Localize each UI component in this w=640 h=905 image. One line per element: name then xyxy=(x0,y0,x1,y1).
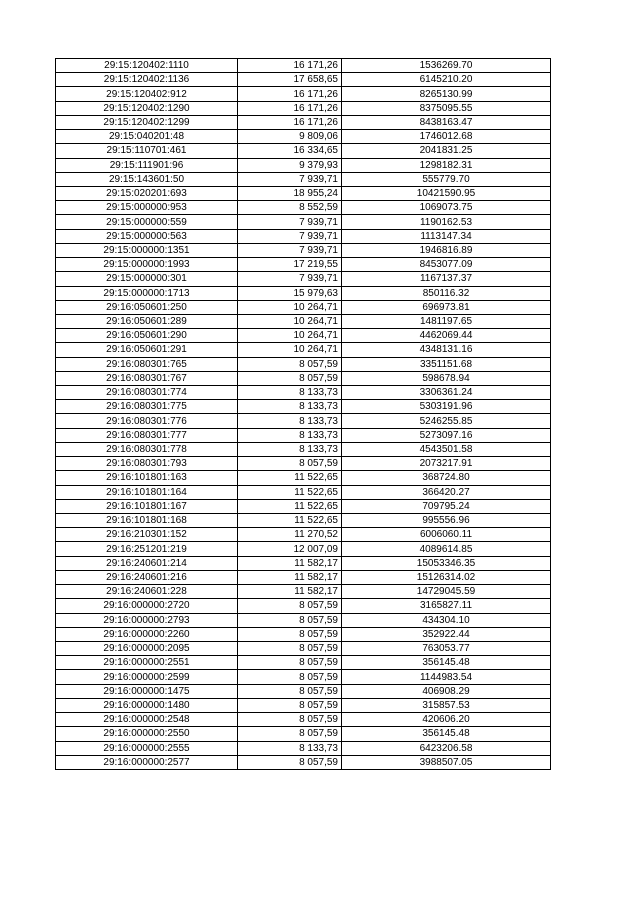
cadastral-number-cell: 29:15:000000:559 xyxy=(56,215,238,229)
value-cell: 850116.32 xyxy=(342,286,551,300)
cadastral-number-cell: 29:16:080301:793 xyxy=(56,457,238,471)
table-row xyxy=(56,314,551,328)
table-row xyxy=(56,741,551,755)
value-cell: 14729045.59 xyxy=(342,585,551,599)
value-cell: 1069073.75 xyxy=(342,201,551,215)
rate-cell: 18 955,24 xyxy=(238,186,342,200)
value-cell: 1746012.68 xyxy=(342,130,551,144)
value-cell: 1167137.37 xyxy=(342,272,551,286)
rate-cell: 11 522,65 xyxy=(238,499,342,513)
rate-cell: 11 582,17 xyxy=(238,570,342,584)
value-cell: 15126314.02 xyxy=(342,570,551,584)
cadastral-number-cell: 29:16:080301:777 xyxy=(56,428,238,442)
cadastral-number-cell: 29:16:240601:214 xyxy=(56,556,238,570)
table-row xyxy=(56,343,551,357)
cadastral-number-cell: 29:16:050601:290 xyxy=(56,329,238,343)
value-cell: 356145.48 xyxy=(342,656,551,670)
rate-cell: 7 939,71 xyxy=(238,215,342,229)
cadastral-number-cell: 29:16:050601:250 xyxy=(56,300,238,314)
table-row xyxy=(56,172,551,186)
cadastral-number-cell: 29:15:143601:50 xyxy=(56,172,238,186)
value-cell: 3165827.11 xyxy=(342,599,551,613)
rate-cell: 9 809,06 xyxy=(238,130,342,144)
value-cell: 406908.29 xyxy=(342,684,551,698)
rate-cell: 16 171,26 xyxy=(238,101,342,115)
value-cell: 2073217.91 xyxy=(342,457,551,471)
rate-cell: 8 057,59 xyxy=(238,713,342,727)
rate-cell: 8 133,73 xyxy=(238,386,342,400)
table-row xyxy=(56,371,551,385)
value-cell: 8265130.99 xyxy=(342,87,551,101)
rate-cell: 8 133,73 xyxy=(238,414,342,428)
rate-cell: 8 057,59 xyxy=(238,599,342,613)
table-row xyxy=(56,272,551,286)
table-row xyxy=(56,514,551,528)
table-row xyxy=(56,201,551,215)
rate-cell: 8 133,73 xyxy=(238,741,342,755)
table-row xyxy=(56,400,551,414)
value-cell: 4543501.58 xyxy=(342,442,551,456)
cadastral-number-cell: 29:16:101801:164 xyxy=(56,485,238,499)
table-row xyxy=(56,386,551,400)
rate-cell: 8 057,59 xyxy=(238,755,342,769)
cadastral-number-cell: 29:15:000000:1351 xyxy=(56,243,238,257)
cadastral-number-cell: 29:15:120402:1290 xyxy=(56,101,238,115)
value-cell: 366420.27 xyxy=(342,485,551,499)
cadastral-number-cell: 29:16:240601:228 xyxy=(56,585,238,599)
rate-cell: 8 057,59 xyxy=(238,627,342,641)
cadastral-number-cell: 29:16:000000:1480 xyxy=(56,698,238,712)
table-row xyxy=(56,542,551,556)
rate-cell: 8 057,59 xyxy=(238,357,342,371)
value-cell: 2041831.25 xyxy=(342,144,551,158)
rate-cell: 8 057,59 xyxy=(238,684,342,698)
table-row xyxy=(56,556,551,570)
rate-cell: 11 522,65 xyxy=(238,471,342,485)
table-row xyxy=(56,485,551,499)
table-row xyxy=(56,641,551,655)
rate-cell: 12 007,09 xyxy=(238,542,342,556)
value-cell: 1481197.65 xyxy=(342,314,551,328)
cadastral-number-cell: 29:16:080301:765 xyxy=(56,357,238,371)
value-cell: 8438163.47 xyxy=(342,115,551,129)
table-row xyxy=(56,570,551,584)
cadastral-number-cell: 29:16:000000:2793 xyxy=(56,613,238,627)
cadastral-number-cell: 29:15:000000:1713 xyxy=(56,286,238,300)
table-row xyxy=(56,130,551,144)
cadastral-number-cell: 29:16:000000:1475 xyxy=(56,684,238,698)
table-row xyxy=(56,528,551,542)
cadastral-number-cell: 29:16:050601:291 xyxy=(56,343,238,357)
rate-cell: 8 057,59 xyxy=(238,457,342,471)
table-row xyxy=(56,684,551,698)
rate-cell: 8 057,59 xyxy=(238,698,342,712)
rate-cell: 11 270,52 xyxy=(238,528,342,542)
cadastral-number-cell: 29:16:000000:2551 xyxy=(56,656,238,670)
value-cell: 598678.94 xyxy=(342,371,551,385)
cadastral-number-cell: 29:16:000000:2599 xyxy=(56,670,238,684)
rate-cell: 11 522,65 xyxy=(238,514,342,528)
value-cell: 5273097.16 xyxy=(342,428,551,442)
table-row xyxy=(56,87,551,101)
value-cell: 5303191.96 xyxy=(342,400,551,414)
cadastral-number-cell: 29:16:240601:216 xyxy=(56,570,238,584)
value-cell: 8453077.09 xyxy=(342,258,551,272)
value-cell: 8375095.55 xyxy=(342,101,551,115)
value-cell: 3351151.68 xyxy=(342,357,551,371)
value-cell: 763053.77 xyxy=(342,641,551,655)
rate-cell: 7 939,71 xyxy=(238,243,342,257)
cadastral-number-cell: 29:15:020201:693 xyxy=(56,186,238,200)
cadastral-number-cell: 29:16:000000:2548 xyxy=(56,713,238,727)
table-row xyxy=(56,627,551,641)
table-body xyxy=(56,59,551,770)
value-cell: 3988507.05 xyxy=(342,755,551,769)
rate-cell: 10 264,71 xyxy=(238,314,342,328)
table-row xyxy=(56,243,551,257)
value-cell: 15053346.35 xyxy=(342,556,551,570)
table-row xyxy=(56,229,551,243)
rate-cell: 15 979,63 xyxy=(238,286,342,300)
rate-cell: 10 264,71 xyxy=(238,343,342,357)
rate-cell: 8 057,59 xyxy=(238,727,342,741)
table-row xyxy=(56,656,551,670)
table-row xyxy=(56,414,551,428)
cadastral-number-cell: 29:16:080301:778 xyxy=(56,442,238,456)
value-cell: 4462069.44 xyxy=(342,329,551,343)
table-row xyxy=(56,186,551,200)
rate-cell: 8 133,73 xyxy=(238,428,342,442)
cadastral-number-cell: 29:16:000000:2555 xyxy=(56,741,238,755)
cadastral-number-cell: 29:15:120402:1110 xyxy=(56,59,238,73)
table-row xyxy=(56,144,551,158)
cadastral-number-cell: 29:16:000000:2577 xyxy=(56,755,238,769)
table-row xyxy=(56,585,551,599)
rate-cell: 10 264,71 xyxy=(238,300,342,314)
cadastral-number-cell: 29:16:000000:2260 xyxy=(56,627,238,641)
cadastral-number-cell: 29:16:000000:2720 xyxy=(56,599,238,613)
cadastral-number-cell: 29:15:040201:48 xyxy=(56,130,238,144)
cadastral-number-cell: 29:16:080301:767 xyxy=(56,371,238,385)
rate-cell: 9 379,93 xyxy=(238,158,342,172)
rate-cell: 16 334,65 xyxy=(238,144,342,158)
rate-cell: 7 939,71 xyxy=(238,272,342,286)
cadastral-number-cell: 29:16:050601:289 xyxy=(56,314,238,328)
value-cell: 6006060.11 xyxy=(342,528,551,542)
value-cell: 6145210.20 xyxy=(342,73,551,87)
cadastral-number-cell: 29:15:120402:912 xyxy=(56,87,238,101)
value-cell: 10421590.95 xyxy=(342,186,551,200)
cadastral-number-cell: 29:15:120402:1136 xyxy=(56,73,238,87)
table-row xyxy=(56,698,551,712)
rate-cell: 17 658,65 xyxy=(238,73,342,87)
cadastral-number-cell: 29:15:000000:563 xyxy=(56,229,238,243)
table-row xyxy=(56,755,551,769)
value-cell: 352922.44 xyxy=(342,627,551,641)
table-row xyxy=(56,258,551,272)
rate-cell: 17 219,55 xyxy=(238,258,342,272)
rate-cell: 11 522,65 xyxy=(238,485,342,499)
rate-cell: 11 582,17 xyxy=(238,585,342,599)
rate-cell: 8 057,59 xyxy=(238,670,342,684)
value-cell: 1113147.34 xyxy=(342,229,551,243)
value-cell: 3306361.24 xyxy=(342,386,551,400)
table-row xyxy=(56,599,551,613)
value-cell: 555779.70 xyxy=(342,172,551,186)
table-row xyxy=(56,300,551,314)
table-row xyxy=(56,727,551,741)
rate-cell: 8 057,59 xyxy=(238,613,342,627)
cadastral-number-cell: 29:16:000000:2550 xyxy=(56,727,238,741)
value-cell: 696973.81 xyxy=(342,300,551,314)
data-table xyxy=(55,58,551,770)
cadastral-number-cell: 29:16:080301:774 xyxy=(56,386,238,400)
table-row xyxy=(56,158,551,172)
value-cell: 356145.48 xyxy=(342,727,551,741)
cadastral-number-cell: 29:15:111901:96 xyxy=(56,158,238,172)
rate-cell: 8 133,73 xyxy=(238,400,342,414)
rate-cell: 11 582,17 xyxy=(238,556,342,570)
table-row xyxy=(56,471,551,485)
cadastral-number-cell: 29:15:000000:1993 xyxy=(56,258,238,272)
table-row xyxy=(56,59,551,73)
rate-cell: 16 171,26 xyxy=(238,87,342,101)
cadastral-number-cell: 29:16:000000:2095 xyxy=(56,641,238,655)
value-cell: 4348131.16 xyxy=(342,343,551,357)
table-row xyxy=(56,457,551,471)
cadastral-number-cell: 29:16:101801:168 xyxy=(56,514,238,528)
table-row xyxy=(56,286,551,300)
cadastral-number-cell: 29:16:101801:167 xyxy=(56,499,238,513)
cadastral-number-cell: 29:15:120402:1299 xyxy=(56,115,238,129)
cadastral-number-cell: 29:16:210301:152 xyxy=(56,528,238,542)
value-cell: 5246255.85 xyxy=(342,414,551,428)
rate-cell: 8 057,59 xyxy=(238,656,342,670)
table-row xyxy=(56,329,551,343)
value-cell: 1298182.31 xyxy=(342,158,551,172)
rate-cell: 7 939,71 xyxy=(238,229,342,243)
table-row xyxy=(56,215,551,229)
rate-cell: 8 552,59 xyxy=(238,201,342,215)
cadastral-number-cell: 29:15:110701:461 xyxy=(56,144,238,158)
table-row xyxy=(56,442,551,456)
cadastral-number-cell: 29:16:080301:776 xyxy=(56,414,238,428)
value-cell: 709795.24 xyxy=(342,499,551,513)
value-cell: 315857.53 xyxy=(342,698,551,712)
value-cell: 995556.96 xyxy=(342,514,551,528)
cadastral-number-cell: 29:16:101801:163 xyxy=(56,471,238,485)
value-cell: 434304.10 xyxy=(342,613,551,627)
cadastral-number-cell: 29:16:251201:219 xyxy=(56,542,238,556)
rate-cell: 16 171,26 xyxy=(238,59,342,73)
value-cell: 1190162.53 xyxy=(342,215,551,229)
table-row xyxy=(56,499,551,513)
value-cell: 368724.80 xyxy=(342,471,551,485)
rate-cell: 8 057,59 xyxy=(238,371,342,385)
cadastral-number-cell: 29:15:000000:953 xyxy=(56,201,238,215)
table-row xyxy=(56,713,551,727)
value-cell: 1946816.89 xyxy=(342,243,551,257)
value-cell: 420606.20 xyxy=(342,713,551,727)
rate-cell: 8 133,73 xyxy=(238,442,342,456)
value-cell: 4089614.85 xyxy=(342,542,551,556)
cadastral-number-cell: 29:15:000000:301 xyxy=(56,272,238,286)
cadastral-number-cell: 29:16:080301:775 xyxy=(56,400,238,414)
table-row xyxy=(56,73,551,87)
value-cell: 1536269.70 xyxy=(342,59,551,73)
rate-cell: 7 939,71 xyxy=(238,172,342,186)
rate-cell: 10 264,71 xyxy=(238,329,342,343)
table-row xyxy=(56,670,551,684)
table-row xyxy=(56,357,551,371)
rate-cell: 16 171,26 xyxy=(238,115,342,129)
table-row xyxy=(56,115,551,129)
table-row xyxy=(56,613,551,627)
value-cell: 6423206.58 xyxy=(342,741,551,755)
table-row xyxy=(56,101,551,115)
value-cell: 1144983.54 xyxy=(342,670,551,684)
table-row xyxy=(56,428,551,442)
rate-cell: 8 057,59 xyxy=(238,641,342,655)
